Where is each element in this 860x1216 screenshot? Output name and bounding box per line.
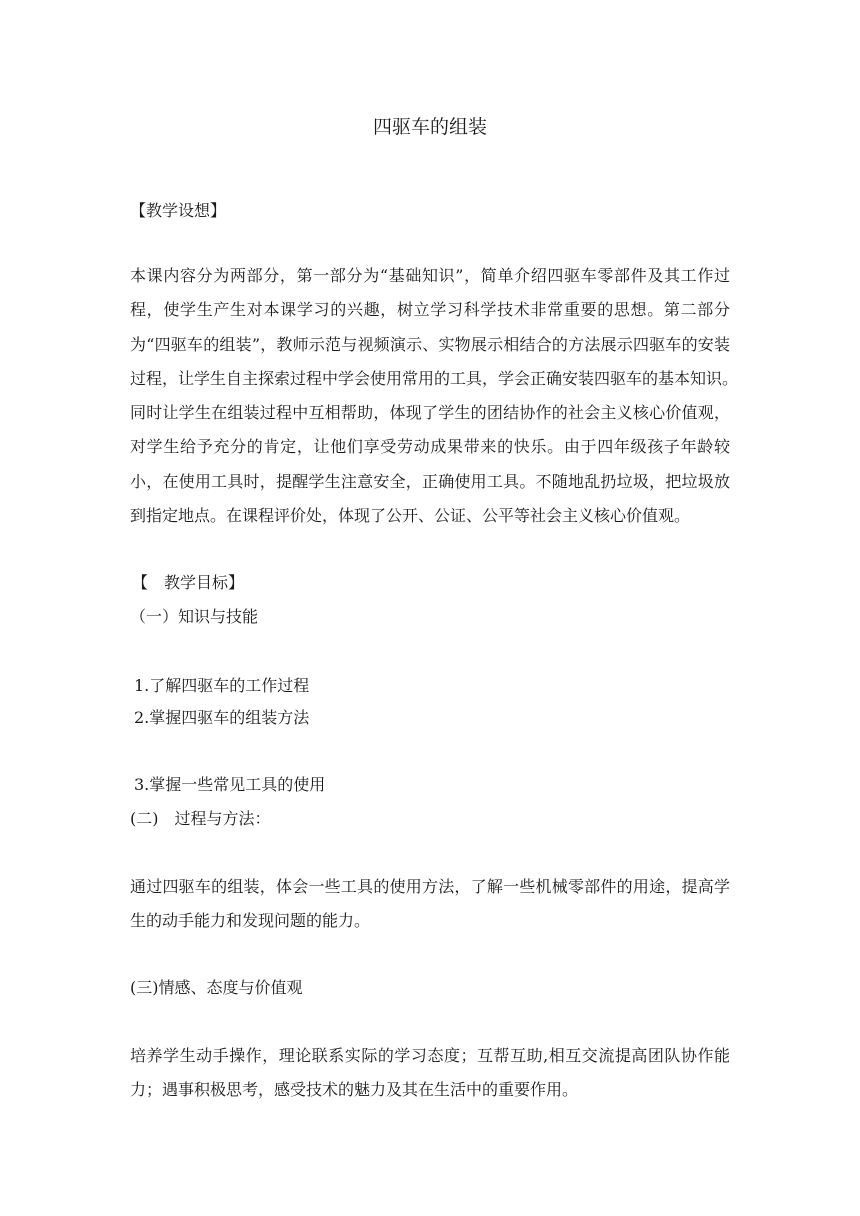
subsection-heading-process-method: (二) 过程与方法： bbox=[130, 809, 271, 828]
list-item: 1.了解四驱车的工作过程 bbox=[134, 676, 310, 695]
emotion-attitude-paragraph: 培养学生动手操作，理论联系实际的学习态度；互帮互助,相互交流提高团队协作能力；遇事积极思考，感受技术的魅力及其在生活中的重要作用。 bbox=[130, 1046, 730, 1100]
subsection-heading-emotion-attitude: (三)情感、态度与价值观 bbox=[130, 978, 303, 997]
process-method-paragraph: 通过四驱车的组装，体会一些工具的使用方法，了解一些机械零部件的用途，提高学生的动手能力和发现问题的能力。 bbox=[130, 877, 730, 931]
section-heading-teaching-goals: 【 教学目标】 bbox=[132, 573, 245, 592]
section-heading-teaching-design: 【教学设想】 bbox=[130, 201, 227, 220]
subsection-heading-knowledge-skills: （一）知识与技能 bbox=[130, 607, 259, 626]
list-item: 3.掌握一些常见工具的使用 bbox=[134, 775, 326, 794]
teaching-design-paragraph: 本课内容分为两部分，第一部分为“基础知识”，简单介绍四驱车零部件及其工作过程，使学生产生对本课学习的兴趣，树立学习科学技术非常重要的思想。第二部分为“四驱车的组装”，教师示范与视频演示、实物展示相结合的方法展示四驱车的安装过程，让学生自主探索过程中学会使用常用的工具，学会正确安装四驱车的基本知识。 同时让学生在组装过程中互相帮助，体现了学生的团结协作的社会主义核心价值观，对学生给予充分的肯定，让他们享受劳动成果带来的快乐。由于四年级孩子年龄较小，在使用工具时，提醒学生注意安全，正确使用工具。不随地乱扔垃圾，把垃圾放到指定地点。在课程评价处，体现了公开、公证、公平等社会主义核心价值观。 bbox=[130, 266, 747, 526]
document-title: 四驱车的组装 bbox=[372, 116, 487, 138]
list-item: 2.掌握四驱车的组装方法 bbox=[134, 708, 310, 727]
